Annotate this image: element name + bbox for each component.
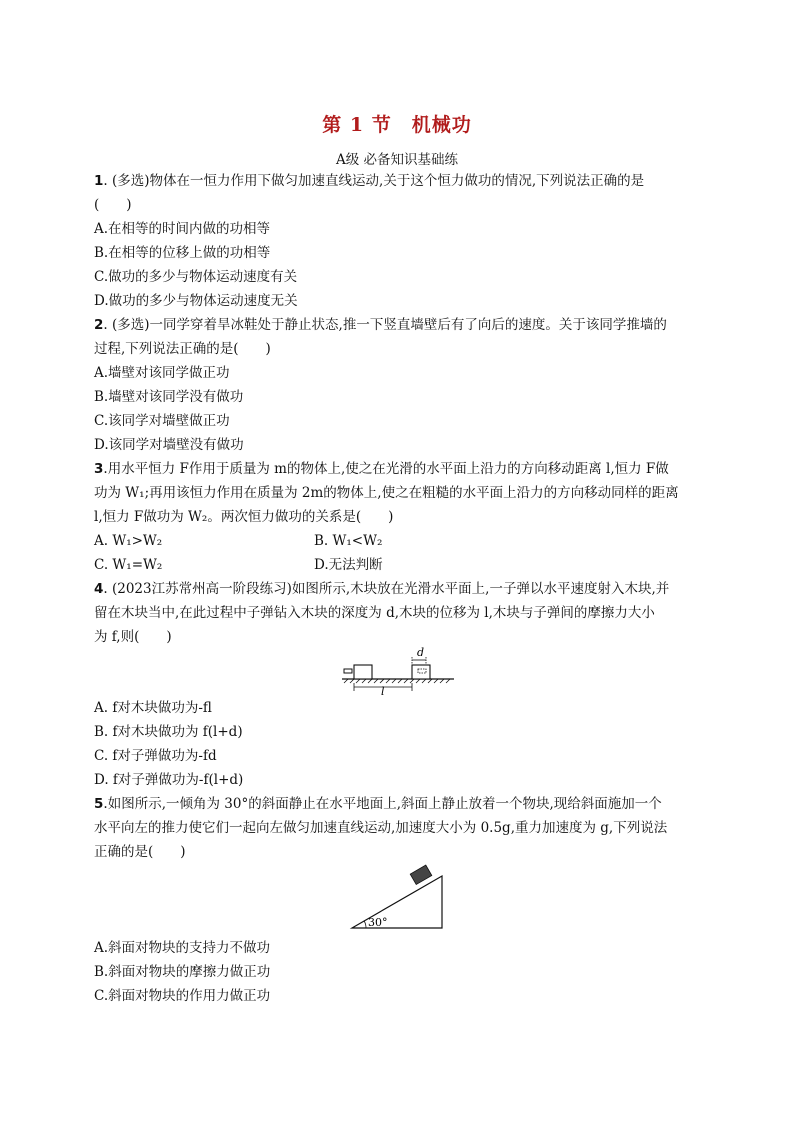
q4-bullet [344,669,352,673]
q4-option-c: C. f对子弹做功为-fd [94,748,217,764]
q2-number: 2 [94,317,104,333]
q5-number: 5 [94,796,104,812]
q5-block [410,865,432,884]
q5-option-b: B.斜面对物块的摩擦力做正功 [94,964,271,980]
q4-d-label: d [417,646,425,659]
q4-stem-line3: 为 f,则( ) [94,629,172,645]
q4-bullet-embedded [418,669,426,673]
q4-l-label: l [381,685,385,698]
q4-option-d: D. f对子弹做功为-f(l+d) [94,772,244,788]
q1-option-d: D.做功的多少与物体运动速度无关 [94,293,298,309]
q5-angle-label: 30° [368,916,388,929]
q2-option-c: C.该同学对墙壁做正功 [94,413,230,429]
q3-number: 3 [94,461,104,477]
q5-stem-text1: .如图所示,一倾角为 30°的斜面静止在水平地面上,斜面上静止放着一个物块,现给斜面施加一个 [103,796,662,812]
q3-stem-text1: .用水平恒力 F作用于质量为 m的物体上,使之在光滑的水平面上沿力的方向移动距离 l,恒力 F做 [103,461,669,477]
q3-option-c: C. W₁=W₂ [94,557,163,573]
q1-option-a: A.在相等的时间内做的功相等 [94,221,271,237]
q3-option-a: A. W₁>W₂ [94,533,163,549]
q4-block-initial [354,665,372,679]
q5-option-a: A.斜面对物块的支持力不做功 [94,940,271,956]
q1-stem [94,171,644,191]
q4-number: 4 [94,581,104,597]
q4-stem-line1 [94,579,669,599]
q3-stem-line3: l,恒力 F做功为 W₂。两次恒力做功的关系是( ) [94,509,394,525]
q5-stem-line1 [94,794,662,814]
section-heading: A级 必备知识基础练 [335,152,459,168]
q5-option-c: C.斜面对物块的作用力做正功 [94,988,271,1004]
q1-option-b: B.在相等的位移上做的功相等 [94,245,271,261]
q2-option-a: A.墙壁对该同学做正功 [94,365,230,381]
q3-options-row1 [94,531,383,551]
q4-figure [330,645,460,698]
q3-stem-line1 [94,459,669,479]
q4-stem-text1: . (2023江苏常州高一阶段练习)如图所示,木块放在光滑水平面上,一子弹以水平速度射入木块,并 [103,581,670,597]
q4-option-b: B. f对木块做功为 f(l+d) [94,724,243,740]
q1-answer-paren: ( ) [94,197,132,213]
q2-option-d: D.该同学对墙壁没有做功 [94,437,244,453]
q2-stem-line2: 过程,下列说法正确的是( ) [94,341,271,357]
q5-incline [352,876,442,928]
q3-stem-line2: 功为 W₁;再用该恒力作用在质量为 2m的物体上,使之在粗糙的水平面上沿力的方向移动同样的距离 [94,485,679,501]
q5-figure [348,862,448,932]
q5-stem-line2: 水平向左的推力使它们一起向左做匀加速直线运动,加速度大小为 0.5g,重力加速度为 g,下列说法 [94,820,668,836]
page-title: 第 1 节 机械功 [322,114,472,136]
q2-stem-line1 [94,315,667,335]
q3-option-b: B. W₁<W₂ [314,533,383,549]
q1-option-c: C.做功的多少与物体运动速度有关 [94,269,298,285]
q4-option-a: A. f对木块做功为-fl [94,700,212,716]
q1-number: 1 [94,173,104,189]
q3-options-row2 [94,555,383,575]
q2-option-b: B.墙壁对该同学没有做功 [94,389,244,405]
q3-option-d: D.无法判断 [314,557,383,573]
q4-stem-line2: 留在木块当中,在此过程中子弹钻入木块的深度为 d,木块的位移为 l,木块与子弹间的摩擦力大小 [94,605,655,621]
q1-stem-text: . (多选)物体在一恒力作用下做匀加速直线运动,关于这个恒力做功的情况,下列说法正确的是 [103,173,645,189]
q5-stem-line3: 正确的是( ) [94,844,186,860]
q2-stem-text1: . (多选)一同学穿着旱冰鞋处于静止状态,推一下竖直墙壁后有了向后的速度。关于该同学推墙的 [103,317,667,333]
